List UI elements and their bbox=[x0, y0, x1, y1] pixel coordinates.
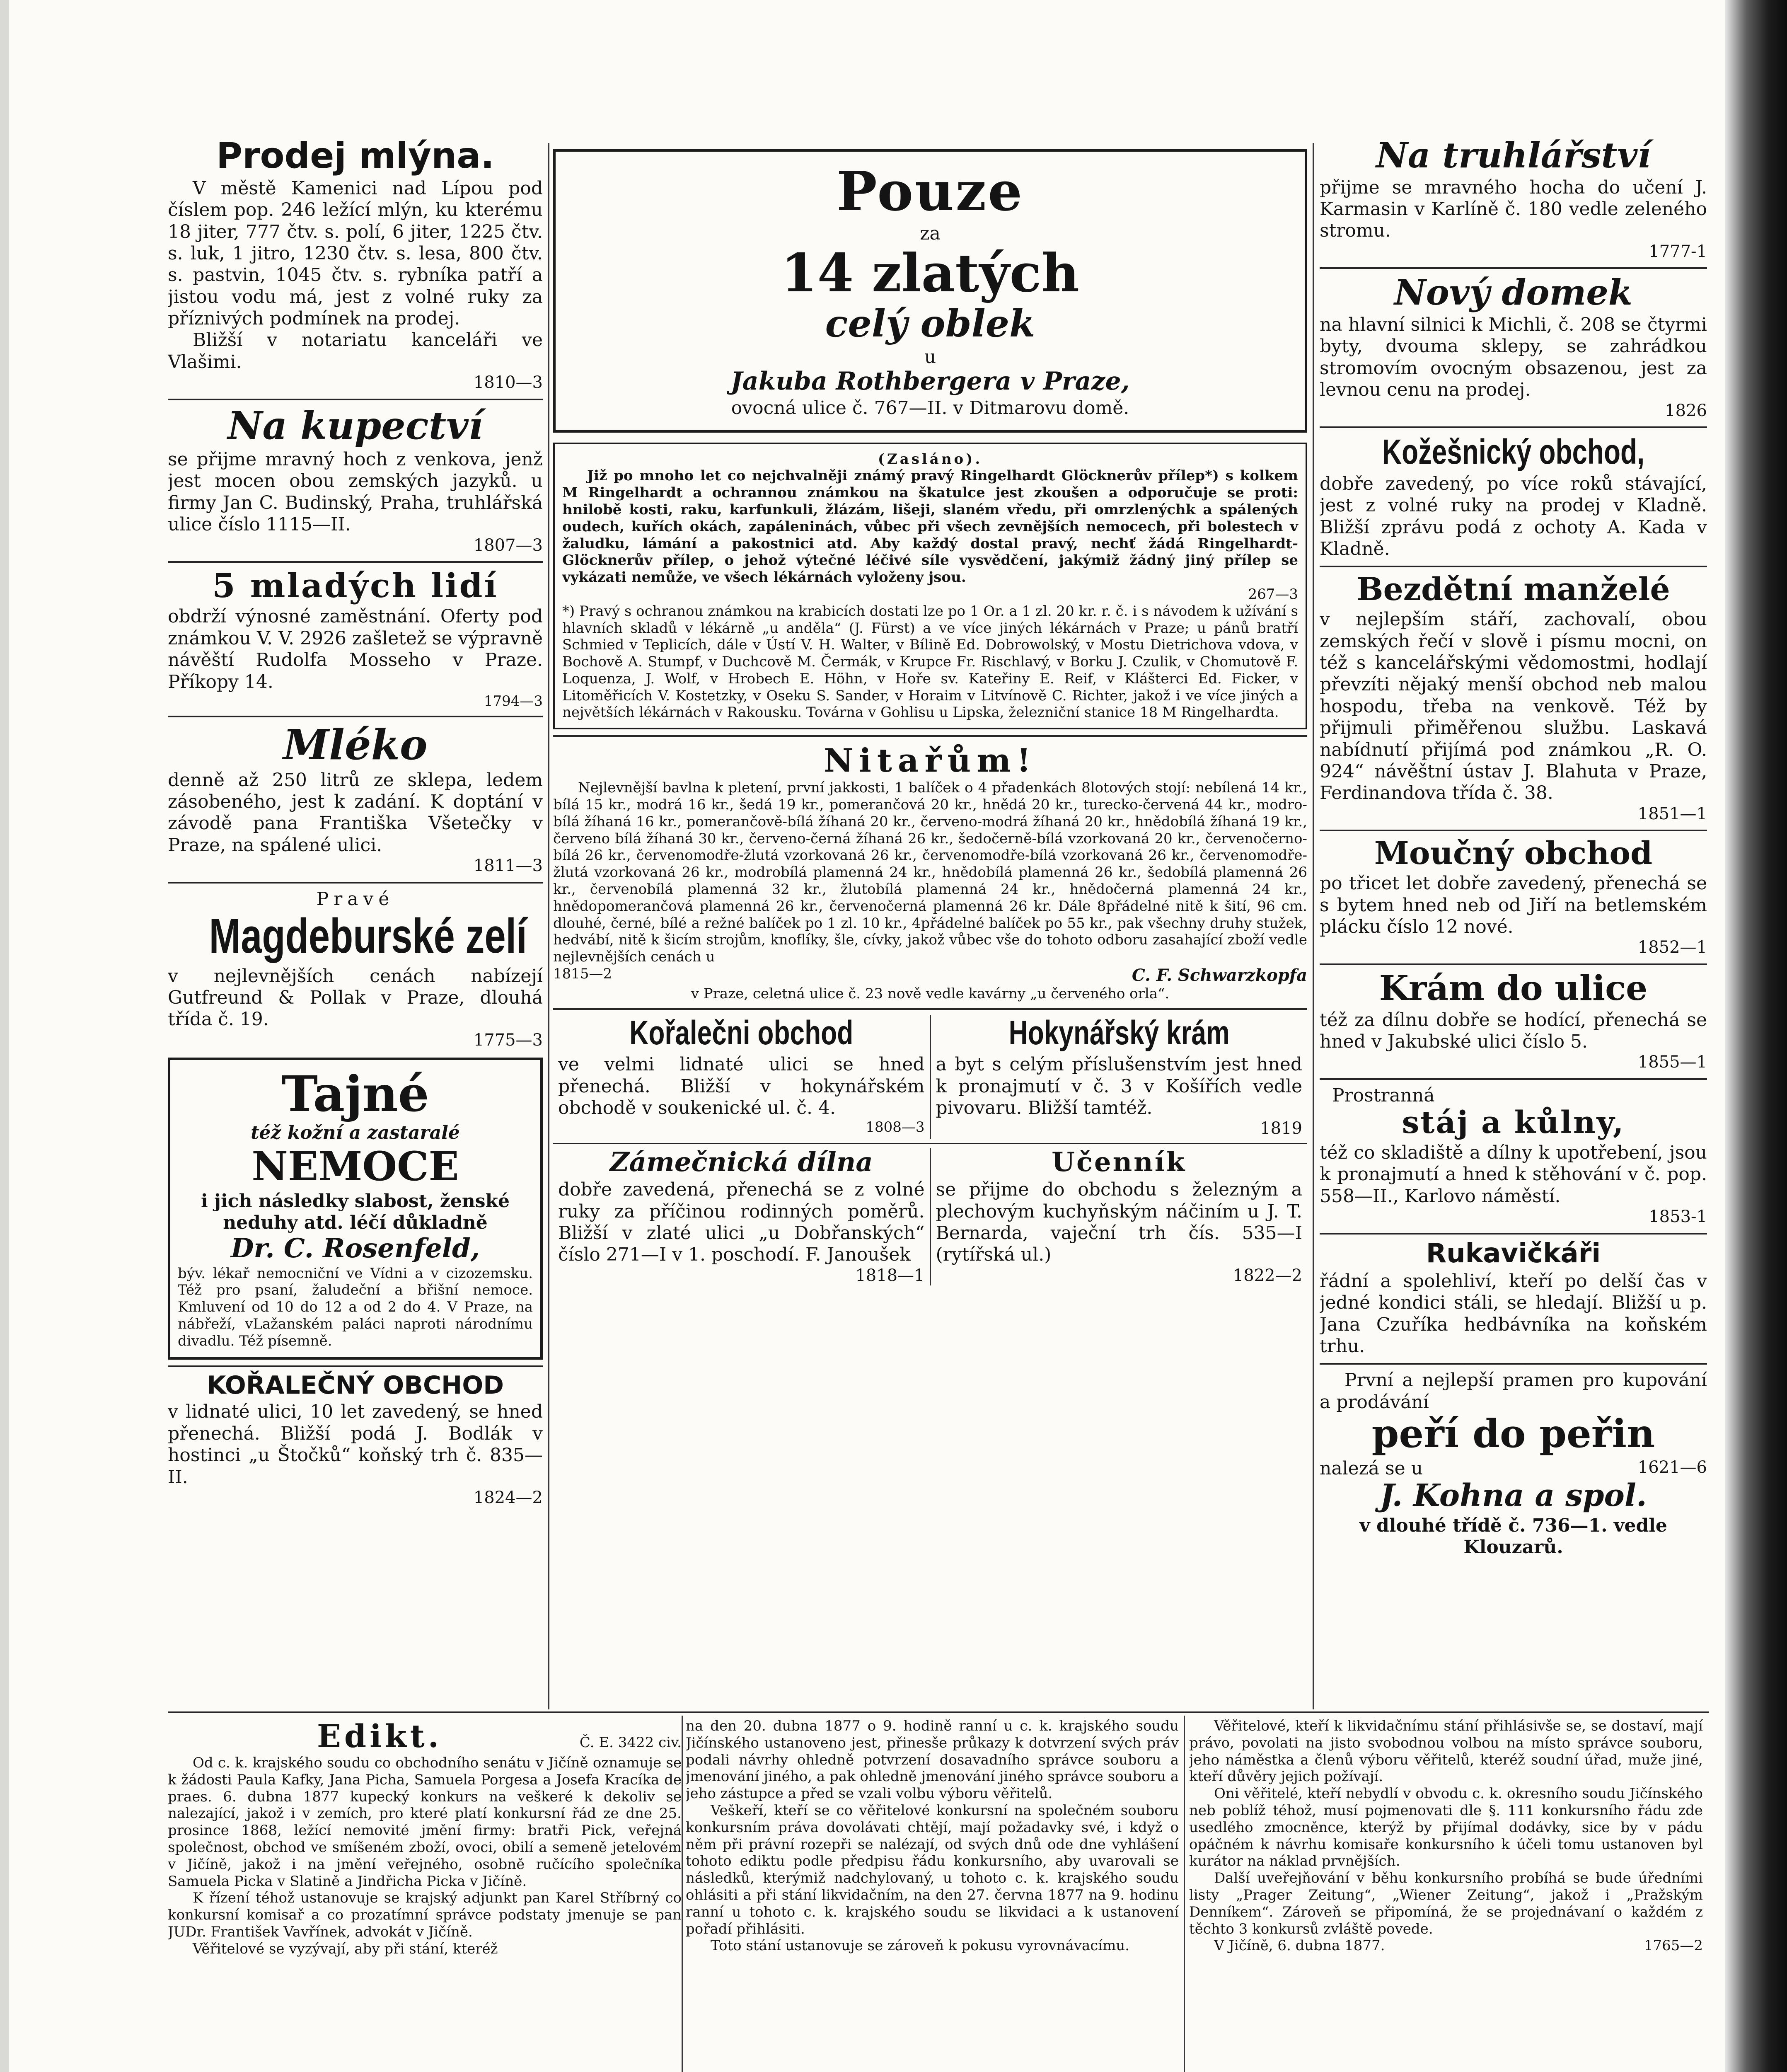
edict-paragraph: Toto stání ustanovuje se zároveň k pokusu vyrovnávacímu. bbox=[711, 1937, 1130, 1954]
ad-number: 1621—6 bbox=[1637, 1457, 1707, 1477]
ad-title: Prodej mlýna. bbox=[216, 137, 494, 177]
ad-subtitle: celý oblek bbox=[825, 301, 1035, 346]
ad-suit-box bbox=[553, 149, 1307, 433]
left-column bbox=[168, 137, 543, 1707]
page-shadow bbox=[1725, 0, 1787, 2072]
ad-pretitle: Pravé bbox=[316, 888, 394, 910]
ad-number: 1808—3 bbox=[866, 1119, 925, 1136]
ad-text: V městě Kamenici nad Lípou pod číslem pop. 246 ležící mlýn, ku kterému 18 jiter, 777 čtv. s. polí, 6 jiter, 1225 čtv. s. luk, 1 jitro, 1230 čtv. s. lesa, 800 čtv. s. pastvin, 1045 čtv. s. rybníka patří a jistou vodu má, jest z volné ruky za příznivých podmínek na prodej. bbox=[168, 177, 543, 329]
ad-text: řádní a spolehliví, kteří po delší čas v jedné kondici stáli, se hledají. Bližší u p. Jana Czuříka hedbávníka na koňském trhu. bbox=[1320, 1270, 1707, 1357]
ad-text: se přijme mravný hoch z venkova, jenž jest mocen obou zemských jazyků. u firmy Jan C. Budinský, Praha, truhlářská ulice číslo 1115—II. bbox=[168, 449, 543, 535]
ad-title: Kožešnický obchod, bbox=[1382, 432, 1645, 472]
ad-firm: C. F. Schwarzkopfa bbox=[1132, 966, 1307, 985]
ads-row-2 bbox=[553, 1148, 1307, 1285]
ad-apprentice bbox=[930, 1148, 1308, 1285]
divider bbox=[168, 561, 543, 563]
divider bbox=[553, 1143, 1307, 1144]
ad-word: u bbox=[924, 346, 936, 368]
ad-text: Bližší v notariatu kanceláři ve Vlašimi. bbox=[168, 329, 543, 373]
ad-number: 1777-1 bbox=[1649, 242, 1707, 261]
ad-title: KOŘALEČNÝ OBCHOD bbox=[206, 1370, 504, 1400]
ad-doctor-box bbox=[168, 1058, 543, 1359]
ad-row bbox=[1320, 1458, 1707, 1479]
ad-number: 1851—1 bbox=[1637, 804, 1707, 823]
ad-carpentry bbox=[1320, 137, 1707, 261]
ad-title: Nitařům! bbox=[823, 742, 1037, 780]
ad-pretitle: První a nejlepší pramen pro kupování a prodávání bbox=[1320, 1370, 1707, 1413]
page-edge bbox=[0, 0, 9, 2072]
edict-paragraph: Věřitelové, kteří k likvidačnímu stání přihlásivše se, se dostaví, mají právo, povolati na jisto svobodnou volbou na místo správce souboru, jeho náměstka a členů výboru věřitelů, kteréž soudní úřad, muže jiné, kteří důvěry jejich požívají. bbox=[1189, 1718, 1703, 1785]
ad-address: v Praze, celetná ulice č. 23 nově vedle kavárny „u červeného orla“. bbox=[691, 985, 1170, 1002]
ad-number: 1775—3 bbox=[473, 1030, 543, 1050]
ad-number: 1822—2 bbox=[1233, 1266, 1302, 1285]
ad-text: na hlavní silnici k Michli, č. 208 se čtyrmi byty, dvouma sklepy, se zahrádkou stromovím ovocným obsazenou, jest za levnou cenu na prodej. bbox=[1320, 314, 1707, 401]
ad-pretitle: Prostranná bbox=[1332, 1084, 1435, 1106]
ad-glovers bbox=[1320, 1239, 1707, 1358]
ad-title: 14 zlatých bbox=[781, 242, 1079, 304]
ad-title: Na kupectví bbox=[227, 403, 483, 448]
ad-title: Zámečnická dílna bbox=[609, 1148, 873, 1178]
divider bbox=[1320, 1078, 1707, 1080]
ad-text: obdrží výnosné zaměstnání. Oferty pod známkou V. V. 2926 zašletež se výpravně návěští Rudolfa Mosseho v Praze. Příkopy 14. bbox=[168, 606, 543, 692]
ad-text: a byt s celým příslušenstvím jest hned k pronajmutí v č. 3 v Košířích vedle pivovaru. Bližší tamtéž. bbox=[936, 1054, 1302, 1119]
ad-address: v dlouhé třídě č. 736—1. vedle Klouzarů. bbox=[1359, 1515, 1667, 1558]
divider bbox=[1320, 426, 1707, 428]
ad-title: Mléko bbox=[283, 720, 428, 769]
ad-liquor-shop bbox=[168, 1372, 543, 1508]
ad-note: *) Pravý s ochranou známkou na krabicích dostati lze po 1 Or. a 1 zl. 20 kr. r. č. i s návodem k užívání s hlavních skladů v lékárně „u anděla“ (J. Fürst) a ve více jiných lékárnách v Praze; u pánů bratří Schmied v Teplicích, dále v Ústí V. H. Walter, v Bílině Ed. Dobrowolský, v Mostu Dietrichova vdova, v Bochově A. Stumpf, v Duchcově M. Čermák, v Krupce Fr. Rischlavý, v Borku J. Czulik, v Chomutově F. Loquenza, J. Wolf, v Hrobech E. Höhn, v Hoře sv. Kateřiny E. Reif, v Klášterci Ed. Ficker, v Litoměřicích V. Kostetzky, v Oseku S. Sander, v Horaim v Litvínově C. Richter, jakož i ve více jiných a největších lékárnách v Rakousku. Továrna v Gohlisu u Lipska, železniční stanice 18 M Ringelhardta. bbox=[562, 603, 1298, 721]
ad-number: 267—3 bbox=[1248, 586, 1298, 603]
edict-place-date: V Jičíně, 6. dubna 1877. bbox=[1214, 1937, 1385, 1954]
ad-text: denně až 250 litrů ze sklepa, ledem zásobeného, jest k zadání. K doptání v závodě pana Františka Všetečky v Praze, na spálené ulici. bbox=[168, 769, 543, 856]
ad-stable bbox=[1320, 1085, 1707, 1227]
edict-paragraph: Od c. k. krajského soudu co obchodního senátu v Jičíně oznamuje se k žádosti Paula Kafky, Jana Picha, Samuela Porgesa a Josefa Kracíka de praes. 6. dubna 1877 kupecký konkurs na veškeré k dekoliv se nalezající, jakož i v zemích, pro které platí konkursní řád ze dne 25. prosince 1868, ležící nemovité jmění firmy: bratři Pick, veřejná společnost, obchod ve smíšeném zboží, ovoci, obilí a semeně jetelovém v Jičíně, jakož i na jmění veřejného, osobně ručícího společníka Samuela Picka v Slatině a Jindřicha Picka v Jičíně. bbox=[168, 1755, 682, 1890]
ad-street-shop bbox=[1320, 970, 1707, 1072]
ad-childless-couple bbox=[1320, 572, 1707, 824]
ad-text: býv. lékař nemocniční ve Vídni a v cizozemsku. Též pro psaní, žaludeční a břišní nemoce. Kmluvení od 10 do 12 a od 2 do 4. V Praze, na nábřeží, vLažanském paláci naproti národnímu divadlu. Též písemně. bbox=[178, 1265, 533, 1349]
ad-locksmith bbox=[553, 1148, 930, 1285]
ad-number: 1826 bbox=[1665, 401, 1707, 420]
ad-title: peří do peřin bbox=[1371, 1411, 1655, 1457]
ad-title: Rukavičkáři bbox=[1426, 1238, 1601, 1269]
edict-paragraph: K řízení téhož ustanovuje se krajský adjunkt pan Karel Stříbrný co konkursní komisař a co prozatímní správce podstaty jmenuje se pan JUDr. František Vavřínek, advokát v Jičíně. bbox=[168, 1890, 682, 1940]
ad-milk bbox=[168, 722, 543, 876]
ad-text: dobře zavedená, přenechá se z volné ruky za příčinou rodinných poměrů. Bližší v zlaté ulici „u Dobřanských“ číslo 271—I v 1. poschodí. F. Janoušek bbox=[558, 1179, 925, 1266]
ad-doctor-name: Dr. C. Rosenfeld, bbox=[230, 1232, 480, 1264]
ad-text: dobře zavedený, po více roků stávající, jest z volné ruky na prodej v Kladně. Bližší zprávu podá z ochoty A. Kada v Kladně. bbox=[1320, 473, 1707, 559]
edict-paragraph: Další uveřejňování v běhu konkursního probíhá se bude úředními listy „Prager Zeitung“, „Wiener Zeitung“, jakož i „Pražským Denníkem“. Zároveň se připomíná, že se projednávaní o každém z těchto 3 konkursů zvláště povede. bbox=[1189, 1870, 1703, 1937]
ad-signature-row bbox=[553, 966, 1307, 985]
ad-title: NEMOCE bbox=[251, 1143, 459, 1190]
ad-text: i jich následky slabost, ženské neduhy atd. léčí důkladně bbox=[201, 1190, 510, 1234]
ad-text: nalezá se u bbox=[1320, 1457, 1423, 1479]
ad-grocery bbox=[930, 1015, 1308, 1139]
edict-column-3 bbox=[1189, 1718, 1703, 2072]
ad-plaster-box bbox=[553, 443, 1307, 730]
middle-column bbox=[553, 149, 1307, 1707]
ad-firm: Jakuba Rothbergera v Praze, bbox=[730, 367, 1130, 396]
ad-number: 1815—2 bbox=[553, 966, 612, 983]
edict-signature bbox=[1189, 1937, 1703, 1954]
ad-text: Již po mnoho let co nejchvalněji známý pravý Ringelhardt Glöcknerův přílep*) s kolkem M Ringelhardt a ochrannou známkou na škatulce jest zkoušen a odporučuje se proti: hnilobě kosti, raku, karfunkuli, žlázám, lišeji, slaném vředu, při omrzlenýchk a spálených oudech, kuřích okách, zapáleninách, vůbec při všech zevnějších nemocech, při bolestech v žaludku, lámání a pakostnici atd. Aby každý dostal pravý, nechť žádá Ringelhardt-Glöcknerův přílep, o jehož výtečné léčivé síle vysvědčení, jakýmiž žádný jiný přílep se vykázati nemůže, ve všech lékárnách vyloženy jsou. bbox=[562, 467, 1298, 586]
edict-paragraph: Věřitelové se vyzývají, aby při stání, kteréž bbox=[193, 1940, 498, 1957]
ad-shop-apprentice bbox=[168, 405, 543, 555]
edict-paragraph: Veškeří, kteří se co věřitelové konkursní na společném souboru konkursním práva dovolávati chtějí, mají požadavky své, i když o něm při právní rozepři se nalézají, od svých dnů ode dne vyhlášení tohoto ediktu podle předpisu řádu konkursního, aby uvarovali se následků, kterýmiž nadchylovaný, u tohoto c. k. krajského soudu ohlásiti a při stání likvidačním, na den 27. června 1877 na 9. hodinu ranní u tohoto c. k. krajského soudu se likvidaci a k ustanovení pořadí přihlásiti. bbox=[686, 1802, 1179, 1937]
ad-number: 1853-1 bbox=[1649, 1207, 1707, 1227]
edict-paragraph: na den 20. dubna 1877 o 9. hodině ranní u c. k. krajského soudu Jičínského ustanoveno jest, přinesše průkazy k dotvrzení svých práv podali návrhy ohledně potvrzení dosavadního správce souboru a jmenování jiného, a pak ohledně jmenování jiného správce souboru a jeho zástupce a před se vzali volbu výboru věřitelů. bbox=[686, 1718, 1179, 1802]
ad-number: 1818—1 bbox=[855, 1266, 925, 1285]
ad-flour-shop bbox=[1320, 836, 1707, 958]
divider bbox=[553, 735, 1307, 737]
divider bbox=[553, 1008, 1307, 1010]
divider bbox=[1320, 830, 1707, 831]
ad-feathers bbox=[1320, 1370, 1707, 1558]
ad-title: 5 mladých lidí bbox=[212, 566, 498, 605]
ads-row-1 bbox=[553, 1015, 1307, 1139]
ad-subtitle: též kožní a zastaralé bbox=[251, 1122, 460, 1143]
ad-fur-shop bbox=[1320, 433, 1707, 560]
ad-sauerkraut bbox=[168, 888, 543, 1050]
ad-number: 1794—3 bbox=[484, 692, 543, 709]
right-column bbox=[1320, 137, 1707, 1707]
ad-liquor-store bbox=[553, 1015, 930, 1139]
ad-title: stáj a kůlny, bbox=[1402, 1105, 1625, 1141]
edict-top-rule bbox=[168, 1711, 1709, 1713]
ad-new-house bbox=[1320, 274, 1707, 421]
ad-text: po třicet let dobře zavedený, přenechá se s bytem hned neb od Jiří na betlemském plácku číslo 12 nové. bbox=[1320, 873, 1707, 937]
ad-knitting bbox=[553, 742, 1307, 1002]
ad-number: 1819 bbox=[1260, 1119, 1302, 1138]
ad-number: 1824—2 bbox=[473, 1488, 543, 1507]
ad-title: Nový domek bbox=[1394, 272, 1632, 313]
ad-title: Na truhlářství bbox=[1376, 137, 1651, 176]
edict-title: Edikt. bbox=[317, 1718, 443, 1755]
divider bbox=[1320, 566, 1707, 567]
divider bbox=[1320, 963, 1707, 965]
ad-title: Moučný obchod bbox=[1374, 835, 1653, 872]
divider bbox=[1320, 1363, 1707, 1365]
ad-title: Pouze bbox=[836, 160, 1024, 223]
divider bbox=[1320, 1233, 1707, 1234]
ad-text: v nejlepším stáří, zachovalí, obou zemských řečí v slově i písmu mocni, on též s kancelářskými vědomostmi, hodlají převzíti nějaký menší obchod neb malou hospodu, třeba na venkově. Též by přijmuli přiměřenou službu. Laskavá nabídnutí přijímá pod známkou „R. O. 924“ návěštní ústav J. Blahuta v Praze, Ferdinandova třída č. 38. bbox=[1320, 609, 1707, 804]
ad-title: Kořalečni obchod bbox=[629, 1014, 854, 1052]
ad-title: Magdeburské zelí bbox=[209, 909, 527, 964]
edict-column-2 bbox=[686, 1718, 1179, 2072]
ad-mill bbox=[168, 137, 543, 393]
ad-number: 1855—1 bbox=[1637, 1053, 1707, 1072]
edict-number: 1765—2 bbox=[1644, 1937, 1703, 1954]
ad-text: též za dílnu dobře se hodící, přenechá se hned v Jakubské ulici číslo 5. bbox=[1320, 1009, 1707, 1052]
ad-text: též co skladiště a dílny k upotřebení, jsou k pronajmutí a hned k stěhování v č. pop. 558—II., Karlovo náměstí. bbox=[1320, 1142, 1707, 1207]
column-rule-left bbox=[548, 143, 549, 1709]
divider bbox=[168, 882, 543, 884]
ad-text: v nejlevnějších cenách nabízejí Gutfreund & Pollak v Praze, dlouhá třída č. 19. bbox=[168, 965, 543, 1030]
edict-column-rule bbox=[682, 1716, 683, 2072]
ad-title: Učenník bbox=[1052, 1148, 1187, 1178]
column-rule-right bbox=[1313, 143, 1314, 1709]
ad-number: 1807—3 bbox=[473, 535, 543, 555]
ad-text: ve velmi lidnaté ulici se hned přenechá. Bližší v hokynářském obchodě v soukenické ul. č. 4. bbox=[558, 1054, 925, 1119]
ad-number: 1811—3 bbox=[473, 856, 543, 876]
edict-column-rule bbox=[1184, 1716, 1185, 2072]
ad-title: Krám do ulice bbox=[1379, 968, 1648, 1008]
ad-title: Hokynářský krám bbox=[1008, 1014, 1230, 1052]
ad-number: 1852—1 bbox=[1637, 938, 1707, 957]
ad-address: ovocná ulice č. 767—II. v Ditmarovu domě. bbox=[731, 397, 1129, 419]
ad-word: za bbox=[920, 223, 941, 244]
divider bbox=[168, 1365, 543, 1367]
divider bbox=[168, 399, 543, 400]
ad-firm: J. Kohna a spol. bbox=[1380, 1477, 1647, 1513]
edict-reference: Č. E. 3422 civ. bbox=[579, 1734, 682, 1751]
ad-title: Bezdětní manželé bbox=[1357, 571, 1670, 608]
ad-young-people bbox=[168, 568, 543, 710]
edict-paragraph: Oni věřitelé, kteří nebydlí v obvodu c. k. okresního soudu Jičínského neb poblíž téhož, musí pojmenovati dle §. 111 konkursního řádu zde usedlého zmocněnce, kterýž by přijímal dodávky, sice by v pádu opáčném k návrhu komisaře konkursního k účeli tomu ustanoven byl kurátor na náklad prvnějších. bbox=[1189, 1785, 1703, 1870]
divider bbox=[168, 716, 543, 717]
ad-text: Nejlevnější bavlna k pletení, první jakkosti, 1 balíček o 4 přadenkách 8lotových stojí: nebílená 14 kr., bílá 15 kr., modrá 16 kr., šedá 19 kr., pomerančová 20 kr., hnědá 20 kr., turecko-červená 44 kr., modro-bílá žíhaná 16 kr., pomerančově-bílá žíhaná 20 kr., červeno-modrá žíhaná 20 kr., hnědobílá žíhaná 19 kr., červeno bílá žíhaná 30 kr., červeno-černá žíhaná 26 kr., šedočerně-bílá vzorkovaná 20 kr., červenočerno-bílá 26 kr., červenomodře-žlutá vzorkovaná 26 kr., červenomodře-bílá vzorkovaná 26 kr., červenomodře-žlutá vzorkovaná 26 kr., modrobílá plamenná 24 kr., hnědobílá plamenná 26 kr., šedobílá plamenná 26 kr., červenobílá plamenná 32 kr., žlutobílá plamenná 24 kr., hnědočerná plamenná 24 kr., hnědopomerančová plamenná 26 kr., červenočerná plamenná 26 kr. Dále 8přádelné nitě k šití, 96 cm. dlouhé, černé, bílé a režné balíček po 1 zl. 10 kr., 4přádelné balíček po 55 kr., pak všechny druhy stužek, hedvábí, nitě k šicím strojům, knoflíky, šle, cívky, jakož vůbec vše do tohoto odboru zasahající zboží vedle nejlevnějších cenách u bbox=[553, 779, 1307, 966]
ad-number: 1810—3 bbox=[473, 373, 543, 392]
ad-text: se přijme do obchodu s železným a plechovým kuchyňským náčiním u J. T. Bernarda, vaječní trh čís. 535—I (rytířská ul.) bbox=[936, 1179, 1302, 1266]
ad-text: přijme se mravného hocha do učení J. Karmasin v Karlíně č. 180 vedle zeleného stromu. bbox=[1320, 177, 1707, 242]
divider bbox=[1320, 267, 1707, 269]
ad-text: v lidnaté ulici, 10 let zavedený, se hned přenechá. Bližší podá J. Bodlák v hostinci „u Štočků“ koňský trh č. 835—II. bbox=[168, 1401, 543, 1488]
edict-header bbox=[168, 1718, 682, 1755]
edict-column-1 bbox=[168, 1718, 682, 2072]
ad-title: Tajné bbox=[281, 1065, 429, 1123]
ad-heading: (Zasláno). bbox=[878, 450, 983, 467]
